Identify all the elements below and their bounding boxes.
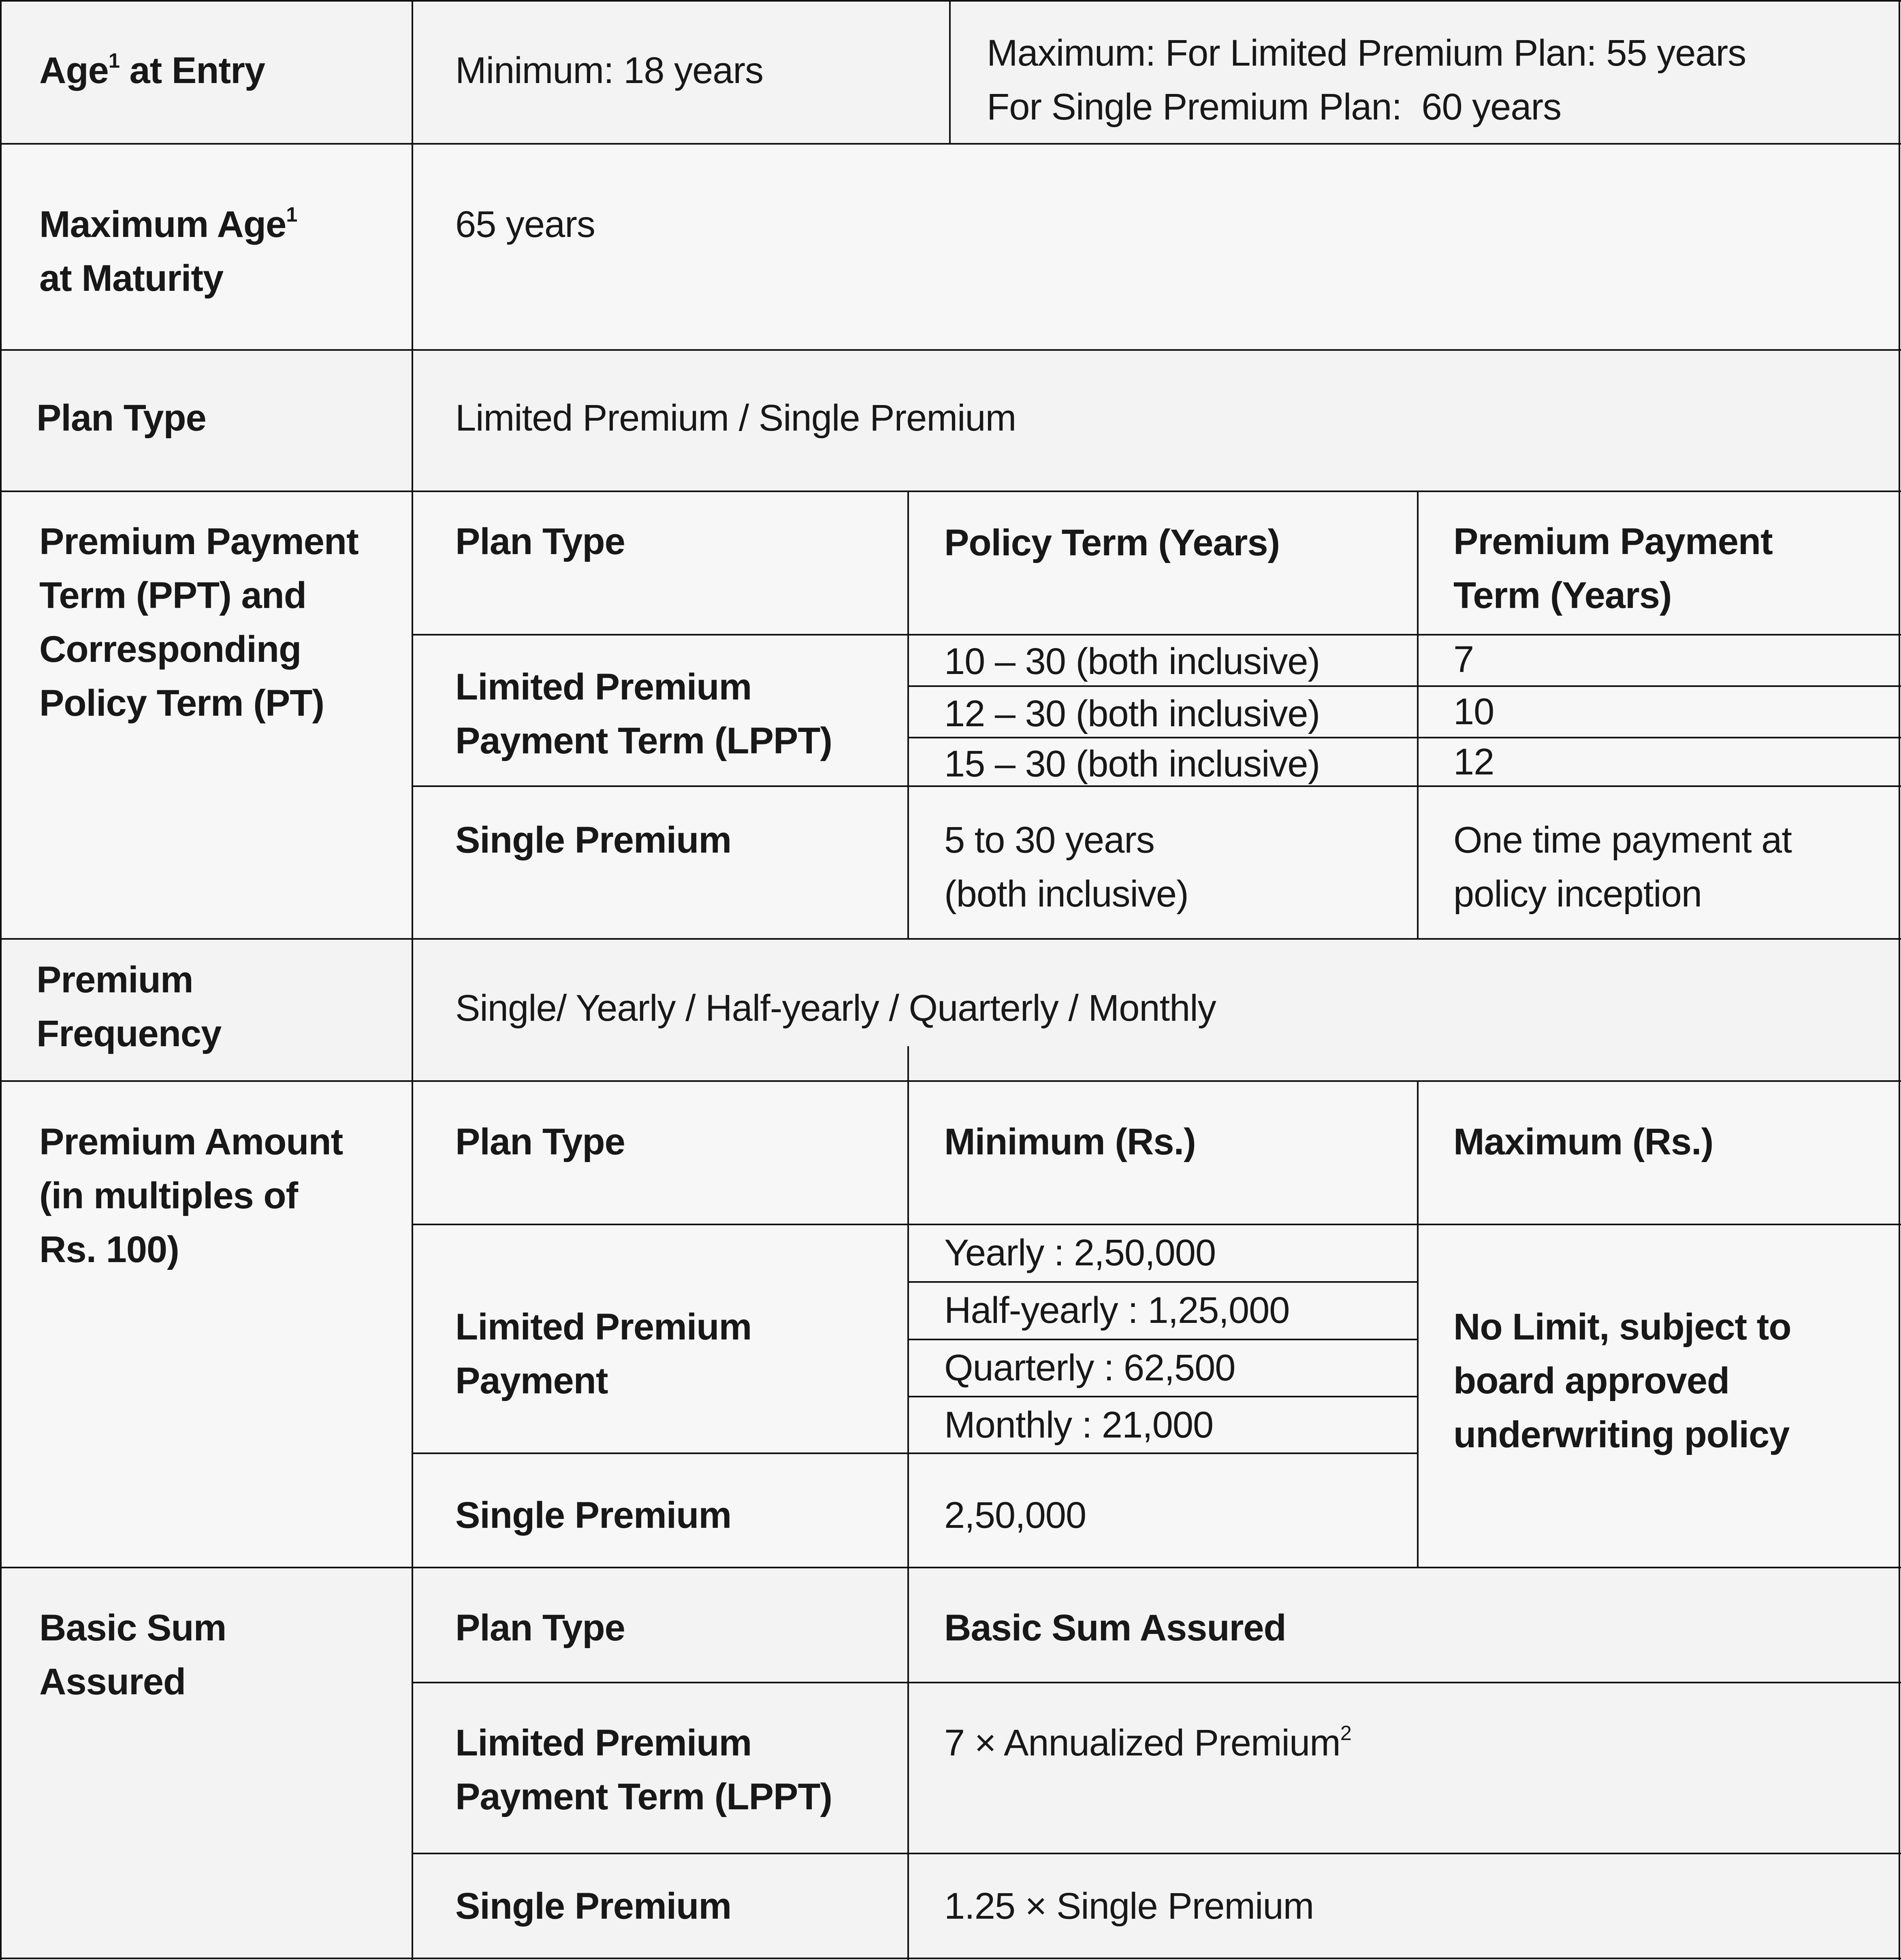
amount-min-yearly: Yearly : 2,50,000: [944, 1232, 1216, 1273]
ppt-lppt-policy-term-3: 15 – 30 (both inclusive): [944, 743, 1320, 785]
border-bottom: [0, 1958, 1901, 1959]
label-max-age-maturity-line2: at Maturity: [39, 258, 224, 299]
sub-row-divider: [908, 1281, 1418, 1283]
footnote-ref: 1: [286, 203, 297, 226]
label-ppt-line1: Premium Payment: [39, 521, 358, 562]
amount-header-maximum: Maximum (Rs.): [1453, 1121, 1713, 1162]
ppt-header-plan-type: Plan Type: [455, 521, 625, 562]
sum-header-plan-type: Plan Type: [455, 1607, 625, 1649]
sum-single-value: 1.25 × Single Premium: [944, 1885, 1314, 1927]
amount-limited-label-line2: Payment: [455, 1360, 608, 1401]
label-basic-sum-line1: Basic Sum: [39, 1607, 226, 1649]
sub-row-divider: [908, 1339, 1418, 1340]
label-ppt-line3: Corresponding: [39, 629, 301, 670]
sum-lppt-label-line2: Payment Term (LPPT): [455, 1776, 832, 1817]
col-divider: [907, 1568, 909, 1960]
label-text: Maximum Age: [39, 204, 286, 245]
amount-header-plan-type: Plan Type: [455, 1121, 625, 1162]
col-divider-age: [949, 0, 951, 144]
ppt-lppt-policy-term-2: 12 – 30 (both inclusive): [944, 693, 1320, 734]
max-age-maturity-value: 65 years: [455, 204, 595, 245]
amount-maximum-line2: board approved: [1453, 1360, 1730, 1401]
label-plan-type: Plan Type: [36, 397, 206, 439]
col-divider: [907, 1081, 909, 1568]
sum-lppt-value: [944, 1716, 1351, 1770]
sum-lppt-value-text: 7 × Annualized Premium: [944, 1722, 1340, 1764]
sub-row-divider: [908, 1396, 1418, 1397]
row-divider: [0, 1080, 1901, 1082]
amount-limited-label-line1: Limited Premium: [455, 1306, 752, 1348]
sub-row-divider: [412, 1452, 1418, 1454]
ppt-header-ppt-line1: Premium Payment: [1453, 521, 1773, 562]
sum-single-label: Single Premium: [455, 1885, 732, 1927]
row-divider: [0, 491, 1901, 492]
label-text: Age: [39, 50, 109, 91]
footnote-ref: 2: [1340, 1721, 1351, 1745]
age-entry-minimum: Minimum: 18 years: [455, 50, 764, 91]
stub-line: [907, 1046, 909, 1081]
ppt-single-ppt-line1: One time payment at: [1453, 819, 1792, 861]
row-divider: [0, 938, 1901, 940]
border-right: [1899, 0, 1900, 1960]
ppt-lppt-policy-term-1: 10 – 30 (both inclusive): [944, 641, 1320, 682]
col-divider: [907, 491, 909, 939]
label-basic-sum-line2: Assured: [39, 1661, 186, 1702]
label-frequency-line1: Premium: [36, 959, 193, 1000]
ppt-lppt-label-line1: Limited Premium: [455, 666, 752, 708]
frequency-value: Single/ Yearly / Half-yearly / Quarterly / Monthly: [455, 987, 1216, 1029]
label-ppt-line4: Policy Term (PT): [39, 682, 324, 724]
ppt-single-policy-term-line1: 5 to 30 years: [944, 819, 1154, 861]
col-divider: [1417, 491, 1419, 939]
amount-maximum-line3: underwriting policy: [1453, 1414, 1790, 1455]
label-premium-amount-line3: Rs. 100): [39, 1229, 179, 1270]
amount-single-minimum: 2,50,000: [944, 1495, 1086, 1536]
ppt-lppt-ppt-2: 10: [1453, 691, 1494, 732]
amount-min-half-yearly: Half-yearly : 1,25,000: [944, 1290, 1290, 1331]
ppt-lppt-label-line2: Payment Term (LPPT): [455, 720, 832, 761]
row-divider: [0, 349, 1901, 351]
ppt-header-policy-term: Policy Term (Years): [944, 522, 1280, 563]
sum-lppt-label-line1: Limited Premium: [455, 1722, 752, 1764]
amount-maximum-line1: No Limit, subject to: [1453, 1306, 1791, 1348]
amount-min-monthly: Monthly : 21,000: [944, 1404, 1214, 1446]
sub-row-divider: [412, 1853, 1901, 1854]
border-left: [0, 0, 2, 1960]
sum-header-value: Basic Sum Assured: [944, 1607, 1286, 1649]
label-premium-amount-line2: (in multiples of: [39, 1175, 298, 1216]
plan-type-value: Limited Premium / Single Premium: [455, 397, 1016, 439]
label-ppt-line2: Term (PPT) and: [39, 575, 307, 616]
label-age-at-entry: [39, 44, 265, 98]
amount-single-label: Single Premium: [455, 1495, 732, 1536]
col-divider: [1417, 1081, 1419, 1568]
label-frequency-line2: Frequency: [36, 1013, 222, 1054]
ppt-header-ppt-line2: Term (Years): [1453, 575, 1672, 616]
ppt-single-ppt-line2: policy inception: [1453, 873, 1702, 915]
ppt-single-label: Single Premium: [455, 819, 732, 861]
label-max-age-maturity: [39, 198, 297, 252]
ppt-single-policy-term-line2: (both inclusive): [944, 873, 1188, 915]
ppt-lppt-ppt-1: 7: [1453, 639, 1474, 680]
label-premium-amount-line1: Premium Amount: [39, 1121, 343, 1162]
amount-header-minimum: Minimum (Rs.): [944, 1121, 1196, 1162]
label-text: at Entry: [119, 50, 265, 91]
age-entry-maximum-limited: Maximum: For Limited Premium Plan: 55 years: [987, 32, 1746, 74]
age-entry-maximum-single: For Single Premium Plan: 60 years: [987, 86, 1562, 128]
sub-row-divider: [412, 1682, 1901, 1683]
row-divider: [0, 1567, 1901, 1568]
col-divider-label: [412, 0, 413, 1960]
ppt-lppt-ppt-3: 12: [1453, 741, 1494, 783]
amount-min-quarterly: Quarterly : 62,500: [944, 1347, 1235, 1388]
sub-row-divider: [412, 1224, 1901, 1225]
footnote-ref: 1: [108, 49, 119, 73]
